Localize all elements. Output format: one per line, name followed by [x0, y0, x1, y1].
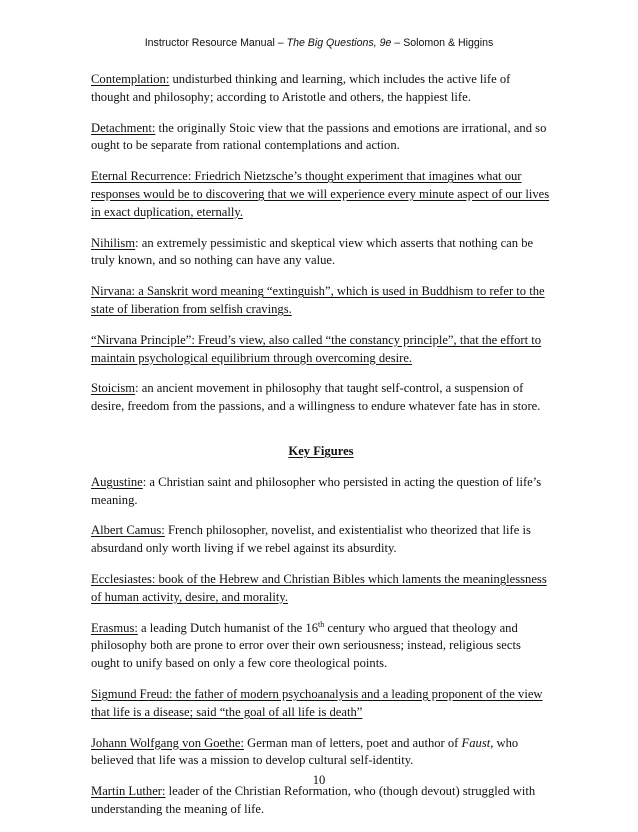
glossary-definition: : an extremely pessimistic and skeptical view which asserts that nothing can be truly known, and so nothing can have any value. [91, 235, 534, 268]
key-figures-heading: Key Figures [288, 443, 354, 458]
page-number: 10 [312, 773, 326, 787]
figure-name: Johann Wolfgang von Goethe: [91, 735, 244, 750]
glossary-term: Nirvana: [91, 284, 136, 299]
figure-entry-ecclesiastes [91, 571, 551, 607]
header-suffix: – Solomon & Higgins [391, 37, 494, 49]
figure-entry-camus [91, 522, 551, 558]
figure-description-end: , who believed that life was a mission to develop cultural self-identity. [91, 735, 519, 768]
glossary-entry-nihilism [91, 235, 551, 271]
figure-description: : a Christian saint and philosopher who persisted in acting the question of life’s meaning. [91, 474, 542, 507]
glossary-term: Contemplation: [91, 72, 170, 86]
figure-entry-goethe [91, 735, 551, 771]
figure-description: the father of modern psychoanalysis and a leading proponent of the view that life is a disease; said “the goal of all life is death” [91, 686, 543, 719]
figure-description-end: century who argued that theology and philosophy both are prone to error over their own seriousness; instead, religious sects ought to unify based on only a few core theological points. [91, 620, 521, 671]
figure-entry-augustine [91, 474, 551, 510]
ordinal-superscript: th [318, 619, 325, 629]
glossary-definition: Friedrich Nietzsche’s thought experiment that imagines what our responses would be to discovering that we will experience every minute aspect of our lives in exact duplication, eternally. [91, 169, 550, 219]
glossary-entry-detachment [91, 120, 551, 156]
figure-description: book of the Hebrew and Christian Bibles which laments the meaninglessness of human activity, desire, and morality. [91, 571, 547, 604]
figure-description-start: German man of letters, poet and author of [244, 735, 462, 750]
glossary-entry-stoicism [91, 380, 551, 416]
glossary-definition: the originally Stoic view that the passions and emotions are irrational, and so ought to be separate from rational contemplations and action. [91, 120, 547, 153]
glossary-term: “Nirvana Principle”: [91, 332, 195, 347]
figure-name: Martin Luther: [91, 784, 166, 799]
glossary-entry-contemplation [91, 71, 551, 107]
figure-description: French philosopher, novelist, and existentialist who theorized that life is absurdand only worth living if we rebel against its absurdity. [91, 523, 531, 556]
figure-name: Sigmund Freud: [91, 686, 173, 701]
running-header [0, 37, 638, 49]
figure-entry-erasmus [91, 620, 551, 673]
glossary-term: Stoicism [91, 381, 136, 396]
figure-name: Albert Camus: [91, 523, 165, 538]
figure-name: Ecclesiastes: [91, 571, 156, 586]
figure-name: Augustine [91, 474, 143, 489]
glossary-entry-nirvana-principle [91, 332, 551, 368]
glossary-term: Detachment: [91, 120, 156, 135]
glossary-definition: undisturbed thinking and learning, which includes the active life of thought and philosophy; according to Aristotle and others, the happiest life. [91, 72, 511, 104]
glossary-entry-eternal-recurrence [91, 168, 551, 221]
figure-name: Erasmus: [91, 620, 138, 635]
header-prefix: Instructor Resource Manual – [144, 37, 287, 49]
glossary-term: Nihilism [91, 235, 136, 250]
glossary-definition: Freud’s view, also called “the constancy principle”, that the effort to maintain psychological equilibrium through overcoming desire. [91, 332, 542, 365]
figure-description: leader of the Christian Reformation, who (though devout) struggled with understanding the meaning of life. [91, 784, 536, 816]
figure-description-start: a leading Dutch humanist of the 16 [137, 620, 318, 635]
content-body [91, 71, 551, 832]
glossary-term: Eternal Recurrence: [91, 169, 192, 184]
figure-entry-freud [91, 686, 551, 722]
figure-entry-luther [91, 783, 551, 819]
glossary-definition: a Sanskrit word meaning “extinguish”, which is used in Buddhism to refer to the state of liberation from selfish cravings. [91, 284, 545, 316]
glossary-entry-nirvana [91, 283, 551, 319]
header-book-title: The Big Questions, 9e [286, 37, 392, 49]
glossary-definition: : an ancient movement in philosophy that taught self-control, a suspension of desire, freedom from the passions, and a willingness to endure whatever fate has in store. [91, 381, 541, 414]
work-title: Faust [461, 735, 491, 750]
